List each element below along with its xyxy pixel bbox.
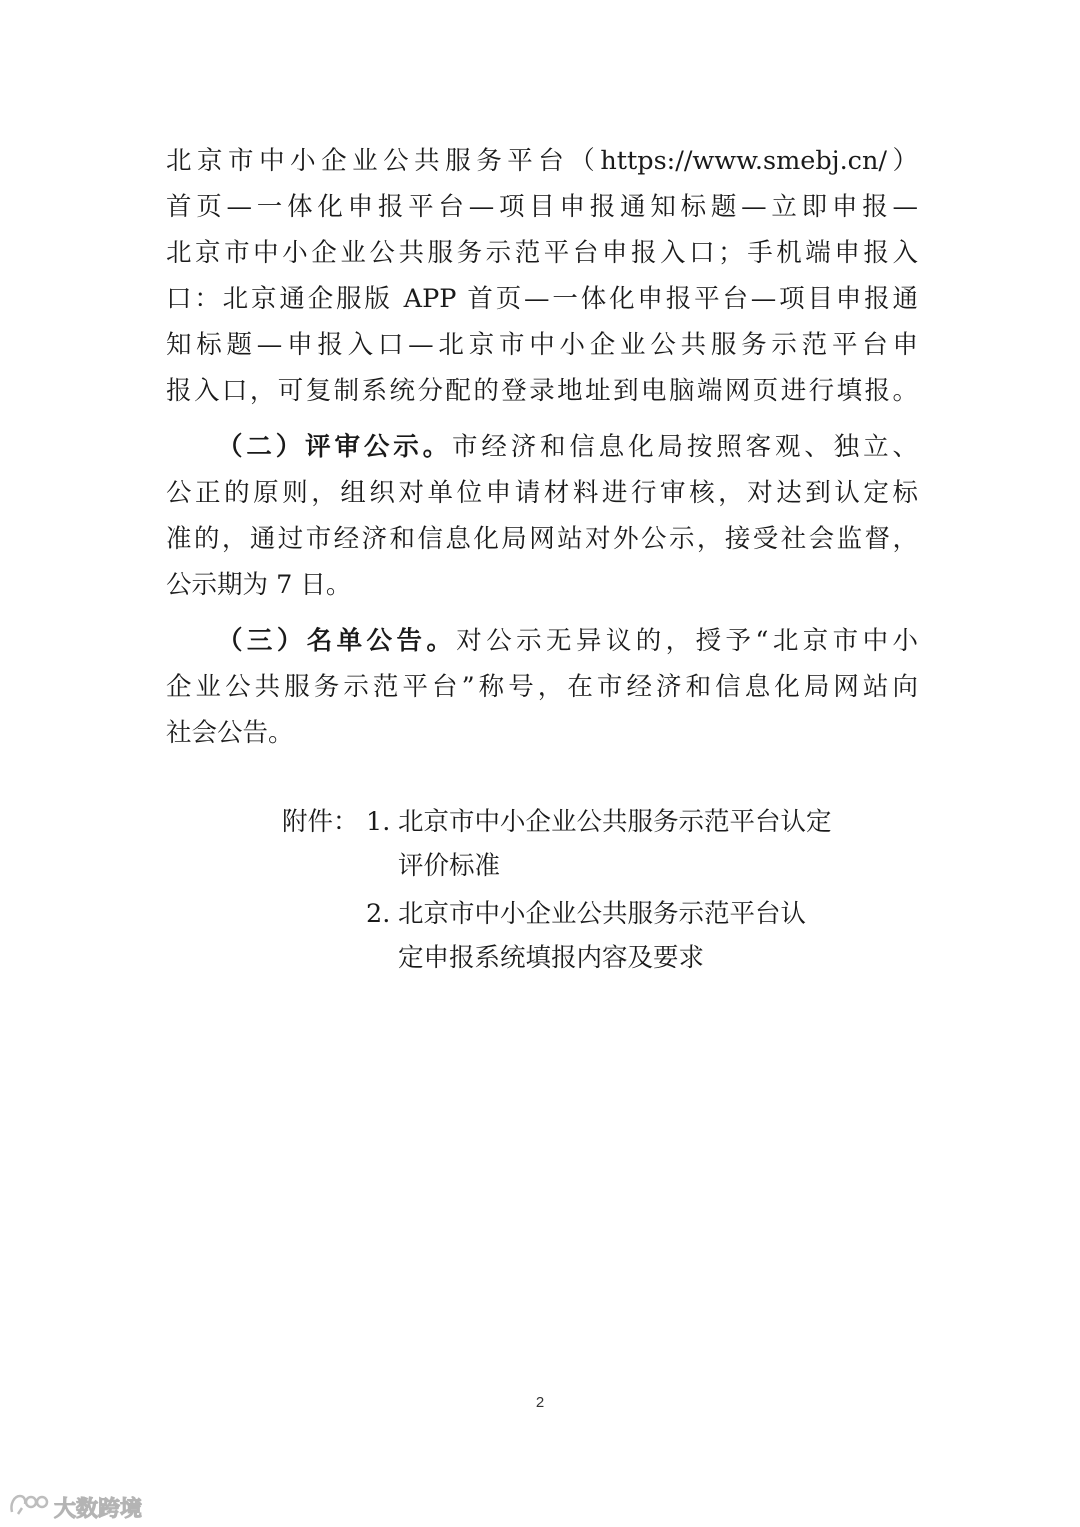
text-line: 报入口，可复制系统分配的登录地址到电脑端网页进行填报。	[166, 376, 918, 406]
attachment-number: 1.	[366, 807, 391, 837]
section-2-text: 市经济和信息化局按照客观、独立、	[451, 432, 918, 462]
document-body	[166, 138, 918, 756]
section-3-first-line	[166, 618, 918, 664]
text-line: 准的，通过市经济和信息化局网站对外公示，接受社会监督，	[166, 524, 918, 554]
attachment-title-line: 北京市中小企业公共服务示范平台认	[398, 899, 807, 929]
attachment-item-2	[282, 892, 832, 980]
attachment-title-line: 定申报系统填报内容及要求	[398, 943, 705, 973]
attachment-title-line: 评价标准	[398, 851, 501, 881]
section-2-first-line	[166, 424, 918, 470]
text-line: 公示期为 7 日。	[166, 570, 352, 600]
text-line: 社会公告。	[166, 718, 294, 748]
page-number: 2	[535, 1394, 545, 1411]
text-line: 首页—一体化申报平台—项目申报通知标题—立即申报—	[166, 192, 918, 222]
watermark	[8, 1492, 142, 1522]
attachments-block	[282, 800, 832, 980]
attachment-title-line: 北京市中小企业公共服务示范平台认定	[398, 807, 832, 837]
text-line: 北京市中小企业公共服务平台（https://www.smebj.cn/）	[166, 146, 918, 176]
attachments-label: 附件：	[282, 807, 359, 837]
text-line: 公正的原则，组织对单位申请材料进行审核，对达到认定标	[166, 478, 918, 508]
section-2-heading: （二）评审公示。	[217, 432, 452, 462]
section-3-heading: （三）名单公告。	[217, 626, 457, 656]
text-line: 北京市中小企业公共服务示范平台申报入口；手机端申报入	[166, 238, 918, 268]
section-3-text: 对公示无异议的，授予“北京市中小	[456, 626, 918, 656]
text-line: 口：北京通企服版 APP 首页—一体化申报平台—项目申报通	[166, 284, 918, 314]
attachment-number: 2.	[366, 899, 391, 929]
watermark-text: 大数跨境	[54, 1496, 143, 1522]
text-line: 知标题—申报入口—北京市中小企业公共服务示范平台申	[166, 330, 918, 360]
text-line: 企业公共服务示范平台”称号，在市经济和信息化局网站向	[166, 672, 918, 702]
brand-logo-icon	[8, 1492, 50, 1522]
attachment-item-1	[282, 800, 832, 888]
